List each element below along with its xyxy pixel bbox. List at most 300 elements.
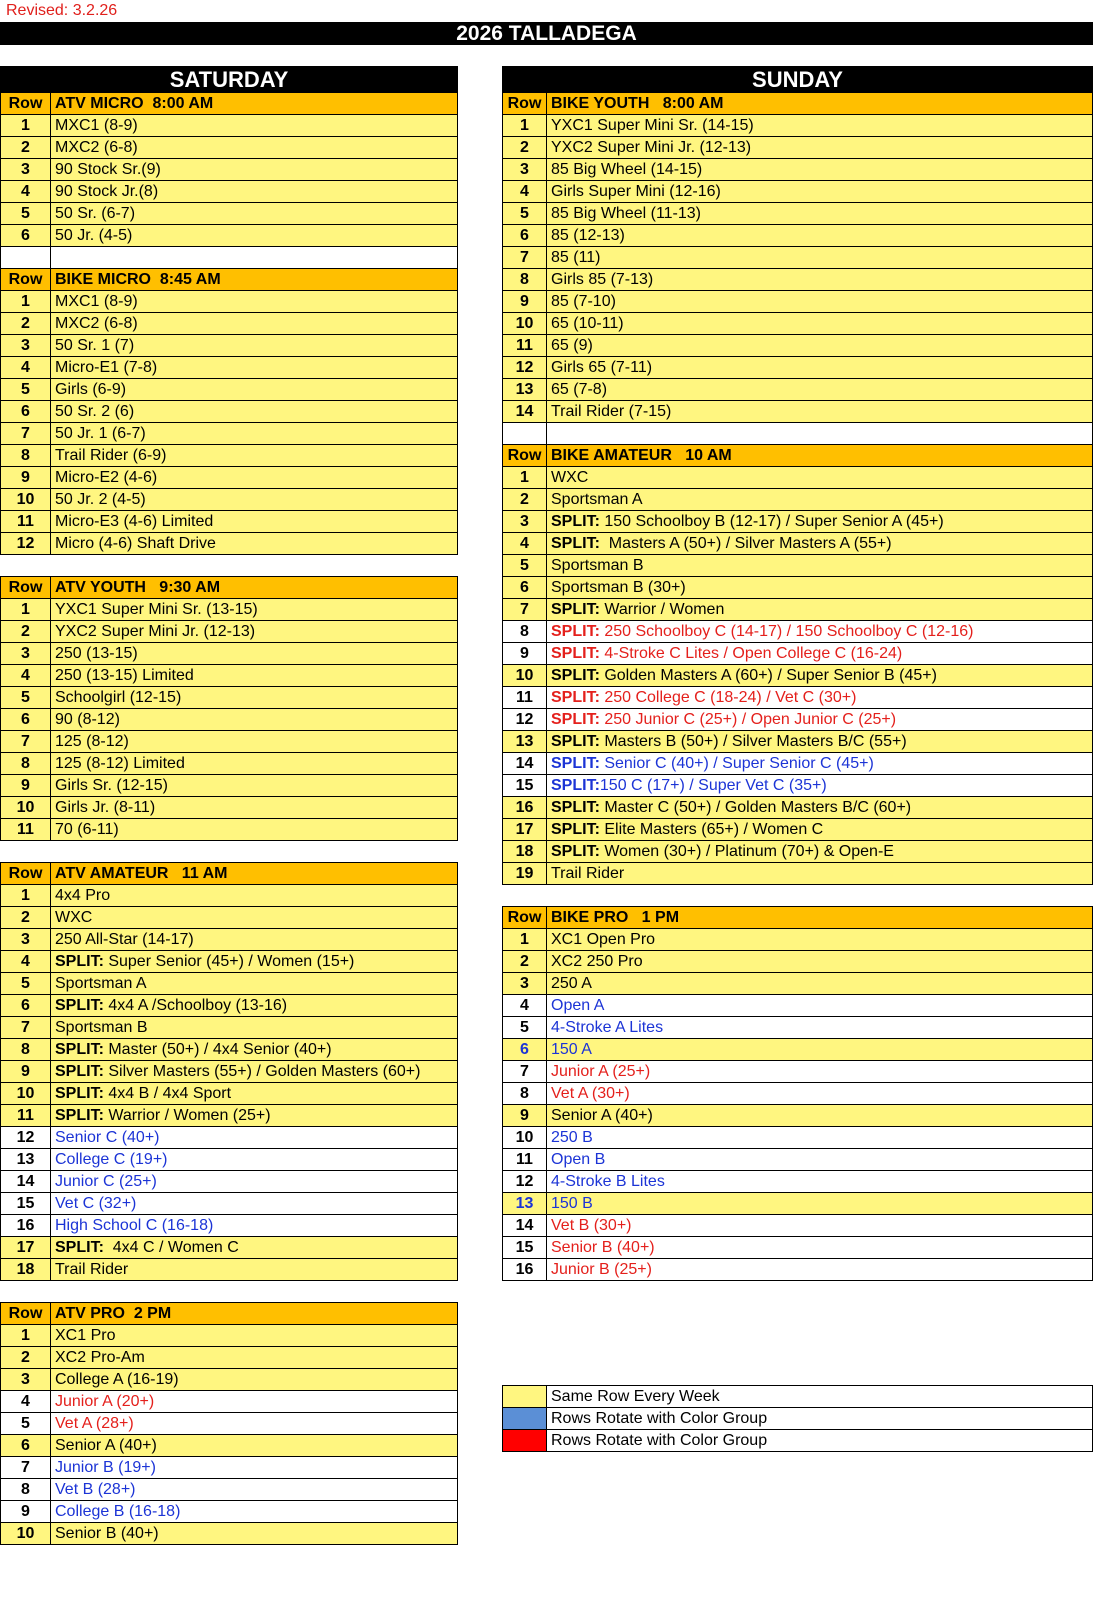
class-name (51, 1105, 458, 1127)
row-number: 10 (1, 1523, 51, 1545)
table-row (503, 1215, 1093, 1237)
split-classes: Elite Masters (65+) / Women C (599, 820, 824, 838)
split-classes: Masters A (50+) / Silver Masters A (55+) (599, 534, 892, 552)
row-number: 2 (1, 1347, 51, 1369)
class-name (547, 665, 1093, 687)
table-row (1, 1083, 458, 1105)
class-name: 65 (7-8) (547, 379, 1093, 401)
table-row (503, 1259, 1093, 1281)
class-name: MXC1 (8-9) (51, 115, 458, 137)
row-number: 14 (503, 401, 547, 423)
table-row (503, 951, 1093, 973)
row-number: 8 (1, 1039, 51, 1061)
row-number: 12 (1, 1127, 51, 1149)
class-name: 50 Jr. 2 (4-5) (51, 489, 458, 511)
class-name (547, 819, 1093, 841)
table-row (1, 731, 458, 753)
class-name (547, 533, 1093, 555)
table-row (1, 995, 458, 1017)
table-row (1, 1105, 458, 1127)
class-name: Micro-E2 (4-6) (51, 467, 458, 489)
table-row (503, 643, 1093, 665)
table-row (1, 181, 458, 203)
row-number: 5 (503, 555, 547, 577)
class-name: Micro (4-6) Shaft Drive (51, 533, 458, 555)
class-name: 90 (8-12) (51, 709, 458, 731)
class-name: College C (19+) (51, 1149, 458, 1171)
table-row (503, 1149, 1093, 1171)
class-name: Girls (6-9) (51, 379, 458, 401)
class-name: 150 B (547, 1193, 1093, 1215)
class-name: Open A (547, 995, 1093, 1017)
table-row (1, 423, 458, 445)
class-name: 4-Stroke B Lites (547, 1171, 1093, 1193)
row-number (1, 555, 51, 577)
table-row (1, 137, 458, 159)
class-name (547, 753, 1093, 775)
class-name: 85 Big Wheel (11-13) (547, 203, 1093, 225)
row-number: 1 (1, 599, 51, 621)
class-name: College B (16-18) (51, 1501, 458, 1523)
row-number: 7 (503, 1061, 547, 1083)
row-number (1, 1281, 51, 1303)
class-name: Sportsman A (51, 973, 458, 995)
class-name: 85 (11) (547, 247, 1093, 269)
row-number: 14 (503, 753, 547, 775)
row-number: 4 (503, 181, 547, 203)
row-number: 1 (503, 115, 547, 137)
spacer-row (1, 1281, 458, 1303)
table-row (503, 753, 1093, 775)
class-name: Vet A (28+) (51, 1413, 458, 1435)
row-number: 5 (1, 687, 51, 709)
row-number: 16 (1, 1215, 51, 1237)
row-number: 6 (503, 225, 547, 247)
class-name: WXC (547, 467, 1093, 489)
class-name: Girls Jr. (8-11) (51, 797, 458, 819)
section-header-row (1, 93, 458, 115)
split-label: SPLIT: (55, 996, 104, 1014)
section-title: BIKE AMATEUR 10 AM (547, 445, 1093, 467)
class-name: YXC1 Super Mini Sr. (14-15) (547, 115, 1093, 137)
table-row (503, 379, 1093, 401)
row-number: 2 (503, 137, 547, 159)
row-number: 5 (1, 973, 51, 995)
table-row (503, 929, 1093, 951)
table-row (1, 1215, 458, 1237)
saturday-column (0, 66, 458, 1545)
table-row (503, 1105, 1093, 1127)
class-name: XC2 250 Pro (547, 951, 1093, 973)
class-name (51, 1237, 458, 1259)
class-name: 90 Stock Jr.(8) (51, 181, 458, 203)
class-name: 150 A (547, 1039, 1093, 1061)
split-classes: 4-Stroke C Lites / Open College C (16-24) (599, 644, 903, 662)
class-name: Vet B (30+) (547, 1215, 1093, 1237)
spacer-row (1, 555, 458, 577)
split-label: SPLIT: (551, 600, 600, 618)
class-name: Trail Rider (51, 1259, 458, 1281)
class-name (547, 731, 1093, 753)
table-row (1, 775, 458, 797)
table-row (1, 115, 458, 137)
class-name: Junior A (25+) (547, 1061, 1093, 1083)
table-row (1, 819, 458, 841)
class-name: 85 (7-10) (547, 291, 1093, 313)
table-row (503, 555, 1093, 577)
split-classes: 150 C (17+) / Super Vet C (35+) (599, 776, 827, 794)
table-row (503, 973, 1093, 995)
row-number (503, 423, 547, 445)
legend-label: Same Row Every Week (547, 1386, 1093, 1408)
row-number: 4 (1, 181, 51, 203)
section-header-row (1, 269, 458, 291)
class-name: 125 (8-12) (51, 731, 458, 753)
split-label: SPLIT: (551, 534, 600, 552)
table-row (1, 929, 458, 951)
row-number: Row (1, 577, 51, 599)
table-row (503, 665, 1093, 687)
class-name: Sportsman B (547, 555, 1093, 577)
split-label: SPLIT: (55, 1106, 104, 1124)
row-number: 2 (1, 313, 51, 335)
section-header-row (1, 1303, 458, 1325)
split-label: SPLIT: (551, 688, 600, 706)
row-number: 9 (503, 291, 547, 313)
row-number: 9 (1, 1501, 51, 1523)
row-number: 8 (503, 1083, 547, 1105)
table-row (1, 203, 458, 225)
row-number: 12 (503, 357, 547, 379)
table-row (503, 731, 1093, 753)
row-number: 8 (1, 1479, 51, 1501)
class-name: YXC2 Super Mini Jr. (12-13) (51, 621, 458, 643)
row-number: 10 (503, 665, 547, 687)
table-row (1, 533, 458, 555)
row-number: 10 (1, 489, 51, 511)
table-row (1, 1479, 458, 1501)
class-name: 250 A (547, 973, 1093, 995)
row-number: 12 (503, 709, 547, 731)
class-name: Trail Rider (6-9) (51, 445, 458, 467)
row-number: 5 (503, 203, 547, 225)
row-number: 1 (503, 467, 547, 489)
class-name: Senior B (40+) (547, 1237, 1093, 1259)
table-row (1, 1039, 458, 1061)
table-row (503, 775, 1093, 797)
table-row (1, 489, 458, 511)
table-row (503, 1017, 1093, 1039)
class-name (51, 995, 458, 1017)
split-label: SPLIT: (551, 622, 600, 640)
row-number: 1 (1, 885, 51, 907)
legend-swatch (503, 1430, 547, 1452)
row-number: 11 (1, 511, 51, 533)
legend-label: Rows Rotate with Color Group (547, 1408, 1093, 1430)
legend-row (503, 1430, 1093, 1452)
table-row (1, 621, 458, 643)
class-name: 90 Stock Sr.(9) (51, 159, 458, 181)
class-name: XC2 Pro-Am (51, 1347, 458, 1369)
table-row (503, 225, 1093, 247)
row-number: 5 (1, 379, 51, 401)
table-row (1, 1413, 458, 1435)
class-name (547, 599, 1093, 621)
row-number: 4 (1, 1391, 51, 1413)
split-classes: Master (50+) / 4x4 Senior (40+) (103, 1040, 332, 1058)
row-number: 6 (1, 709, 51, 731)
row-number (503, 885, 547, 907)
class-name: MXC2 (6-8) (51, 137, 458, 159)
class-name (51, 1281, 458, 1303)
class-name: 50 Jr. 1 (6-7) (51, 423, 458, 445)
row-number: 2 (503, 951, 547, 973)
table-row (503, 137, 1093, 159)
class-name: Senior C (40+) (51, 1127, 458, 1149)
class-name (547, 643, 1093, 665)
table-row (503, 995, 1093, 1017)
row-number: 15 (503, 775, 547, 797)
row-number: 17 (503, 819, 547, 841)
split-label: SPLIT: (551, 754, 600, 772)
row-number: 6 (503, 577, 547, 599)
table-row (1, 357, 458, 379)
table-row (503, 159, 1093, 181)
class-name: 50 Sr. (6-7) (51, 203, 458, 225)
table-row (1, 973, 458, 995)
table-row (1, 401, 458, 423)
legend-row (503, 1386, 1093, 1408)
row-number: 11 (503, 687, 547, 709)
class-name: XC1 Open Pro (547, 929, 1093, 951)
row-number: 13 (503, 379, 547, 401)
class-name: Junior A (20+) (51, 1391, 458, 1413)
row-number: 3 (503, 511, 547, 533)
spacer-row (503, 885, 1093, 907)
class-name: 50 Jr. (4-5) (51, 225, 458, 247)
row-number: 18 (503, 841, 547, 863)
table-row (503, 1127, 1093, 1149)
row-number: 8 (503, 621, 547, 643)
class-name: 65 (9) (547, 335, 1093, 357)
class-name: 250 (13-15) (51, 643, 458, 665)
table-row (1, 797, 458, 819)
row-number: 5 (503, 1017, 547, 1039)
split-label: SPLIT: (551, 666, 600, 684)
row-number: 1 (1, 291, 51, 313)
table-row (1, 753, 458, 775)
class-name (547, 841, 1093, 863)
table-row (1, 1259, 458, 1281)
row-number: 14 (1, 1171, 51, 1193)
table-row (503, 1171, 1093, 1193)
class-name: 250 B (547, 1127, 1093, 1149)
section-title: BIKE PRO 1 PM (547, 907, 1093, 929)
table-row (1, 687, 458, 709)
row-number: Row (1, 93, 51, 115)
table-row (503, 489, 1093, 511)
row-number: 7 (503, 247, 547, 269)
row-number: 15 (503, 1237, 547, 1259)
split-classes: Golden Masters A (60+) / Super Senior B (45+) (599, 666, 937, 684)
table-row (503, 335, 1093, 357)
split-classes: Master C (50+) / Golden Masters B/C (60+) (599, 798, 912, 816)
class-name: Junior B (19+) (51, 1457, 458, 1479)
table-row (503, 621, 1093, 643)
row-number: 3 (1, 159, 51, 181)
class-name (547, 687, 1093, 709)
row-number: 4 (1, 357, 51, 379)
legend-swatch (503, 1386, 547, 1408)
table-row (1, 951, 458, 973)
split-label: SPLIT: (551, 820, 600, 838)
row-number: Row (503, 907, 547, 929)
table-row (503, 1083, 1093, 1105)
class-name: Senior A (40+) (547, 1105, 1093, 1127)
class-name: High School C (16-18) (51, 1215, 458, 1237)
class-name: 250 All-Star (14-17) (51, 929, 458, 951)
class-name (547, 621, 1093, 643)
class-name (547, 885, 1093, 907)
table-row (503, 423, 1093, 445)
class-name: 85 Big Wheel (14-15) (547, 159, 1093, 181)
split-label: SPLIT: (551, 710, 600, 728)
row-number: 5 (1, 1413, 51, 1435)
class-name: MXC1 (8-9) (51, 291, 458, 313)
section-title: BIKE MICRO 8:45 AM (51, 269, 458, 291)
class-name: Sportsman B (30+) (547, 577, 1093, 599)
row-number: Row (1, 863, 51, 885)
row-number: 6 (1, 225, 51, 247)
row-number: 5 (1, 203, 51, 225)
legend-row (503, 1408, 1093, 1430)
split-label: SPLIT: (551, 798, 600, 816)
table-row (1, 1523, 458, 1545)
table-row (1, 1347, 458, 1369)
table-row (1, 247, 458, 269)
table-row (503, 401, 1093, 423)
split-classes: 150 Schoolboy B (12-17) / Super Senior A (45+) (599, 512, 944, 530)
row-number: 4 (503, 995, 547, 1017)
table-row (503, 467, 1093, 489)
row-number: 6 (1, 401, 51, 423)
row-number: 7 (1, 1457, 51, 1479)
split-label: SPLIT: (551, 644, 600, 662)
class-name: Senior B (40+) (51, 1523, 458, 1545)
row-number: 12 (1, 533, 51, 555)
row-number: 9 (503, 643, 547, 665)
class-name: 250 (13-15) Limited (51, 665, 458, 687)
class-name: Sportsman A (547, 489, 1093, 511)
class-name: YXC1 Super Mini Sr. (13-15) (51, 599, 458, 621)
class-name: Junior B (25+) (547, 1259, 1093, 1281)
class-name: Schoolgirl (12-15) (51, 687, 458, 709)
legend-label: Rows Rotate with Color Group (547, 1430, 1093, 1452)
table-row (1, 1193, 458, 1215)
row-number: 17 (1, 1237, 51, 1259)
split-classes: Senior C (40+) / Super Senior C (45+) (599, 754, 874, 772)
table-row (1, 599, 458, 621)
row-number: 2 (1, 137, 51, 159)
class-name: 50 Sr. 2 (6) (51, 401, 458, 423)
table-row (503, 841, 1093, 863)
table-row (1, 709, 458, 731)
table-row (1, 885, 458, 907)
class-name: Girls Super Mini (12-16) (547, 181, 1093, 203)
class-name (547, 423, 1093, 445)
row-number: 15 (1, 1193, 51, 1215)
row-number: 6 (1, 1435, 51, 1457)
split-classes: 250 Junior C (25+) / Open Junior C (25+) (599, 710, 897, 728)
table-row (503, 1061, 1093, 1083)
class-name: 4x4 Pro (51, 885, 458, 907)
class-name: WXC (51, 907, 458, 929)
table-row (1, 335, 458, 357)
row-number: 11 (503, 335, 547, 357)
table-row (503, 797, 1093, 819)
split-label: SPLIT: (55, 1040, 104, 1058)
class-name (51, 1039, 458, 1061)
split-classes: 250 College C (18-24) / Vet C (30+) (599, 688, 857, 706)
legend-swatch (503, 1408, 547, 1430)
split-label: SPLIT: (55, 1062, 104, 1080)
row-number: 16 (503, 797, 547, 819)
table-row (503, 313, 1093, 335)
row-number: 9 (503, 1105, 547, 1127)
class-name (547, 797, 1093, 819)
class-name: Sportsman B (51, 1017, 458, 1039)
row-number: 8 (1, 445, 51, 467)
class-name (51, 841, 458, 863)
row-number: 8 (503, 269, 547, 291)
class-name: Open B (547, 1149, 1093, 1171)
table-row (503, 1193, 1093, 1215)
class-name: Vet C (32+) (51, 1193, 458, 1215)
table-row (503, 269, 1093, 291)
split-classes: Super Senior (45+) / Women (15+) (103, 952, 355, 970)
section-header-row (503, 445, 1093, 467)
class-name: 85 (12-13) (547, 225, 1093, 247)
row-number: 11 (503, 1149, 547, 1171)
table-row (1, 313, 458, 335)
table-row (503, 291, 1093, 313)
split-classes: 250 Schoolboy C (14-17) / 150 Schoolboy C (12-16) (599, 622, 974, 640)
row-number: 14 (503, 1215, 547, 1237)
class-name (547, 775, 1093, 797)
class-name: XC1 Pro (51, 1325, 458, 1347)
row-number: 9 (1, 467, 51, 489)
table-row (1, 1017, 458, 1039)
row-number: 9 (1, 775, 51, 797)
revised-date: Revised: 3.2.26 (6, 2, 118, 19)
table-row (1, 1171, 458, 1193)
class-name: Vet B (28+) (51, 1479, 458, 1501)
class-name (51, 1061, 458, 1083)
table-row (1, 907, 458, 929)
split-classes: Warrior / Women (599, 600, 725, 618)
table-row (1, 1061, 458, 1083)
table-row (1, 1149, 458, 1171)
table-row (1, 511, 458, 533)
section-title: ATV MICRO 8:00 AM (51, 93, 458, 115)
class-name: Trail Rider (7-15) (547, 401, 1093, 423)
page-title: 2026 TALLADEGA (0, 22, 1093, 45)
split-label: SPLIT: (55, 1238, 104, 1256)
table-row (1, 467, 458, 489)
table-row (1, 1501, 458, 1523)
table-row (503, 819, 1093, 841)
class-name: 70 (6-11) (51, 819, 458, 841)
